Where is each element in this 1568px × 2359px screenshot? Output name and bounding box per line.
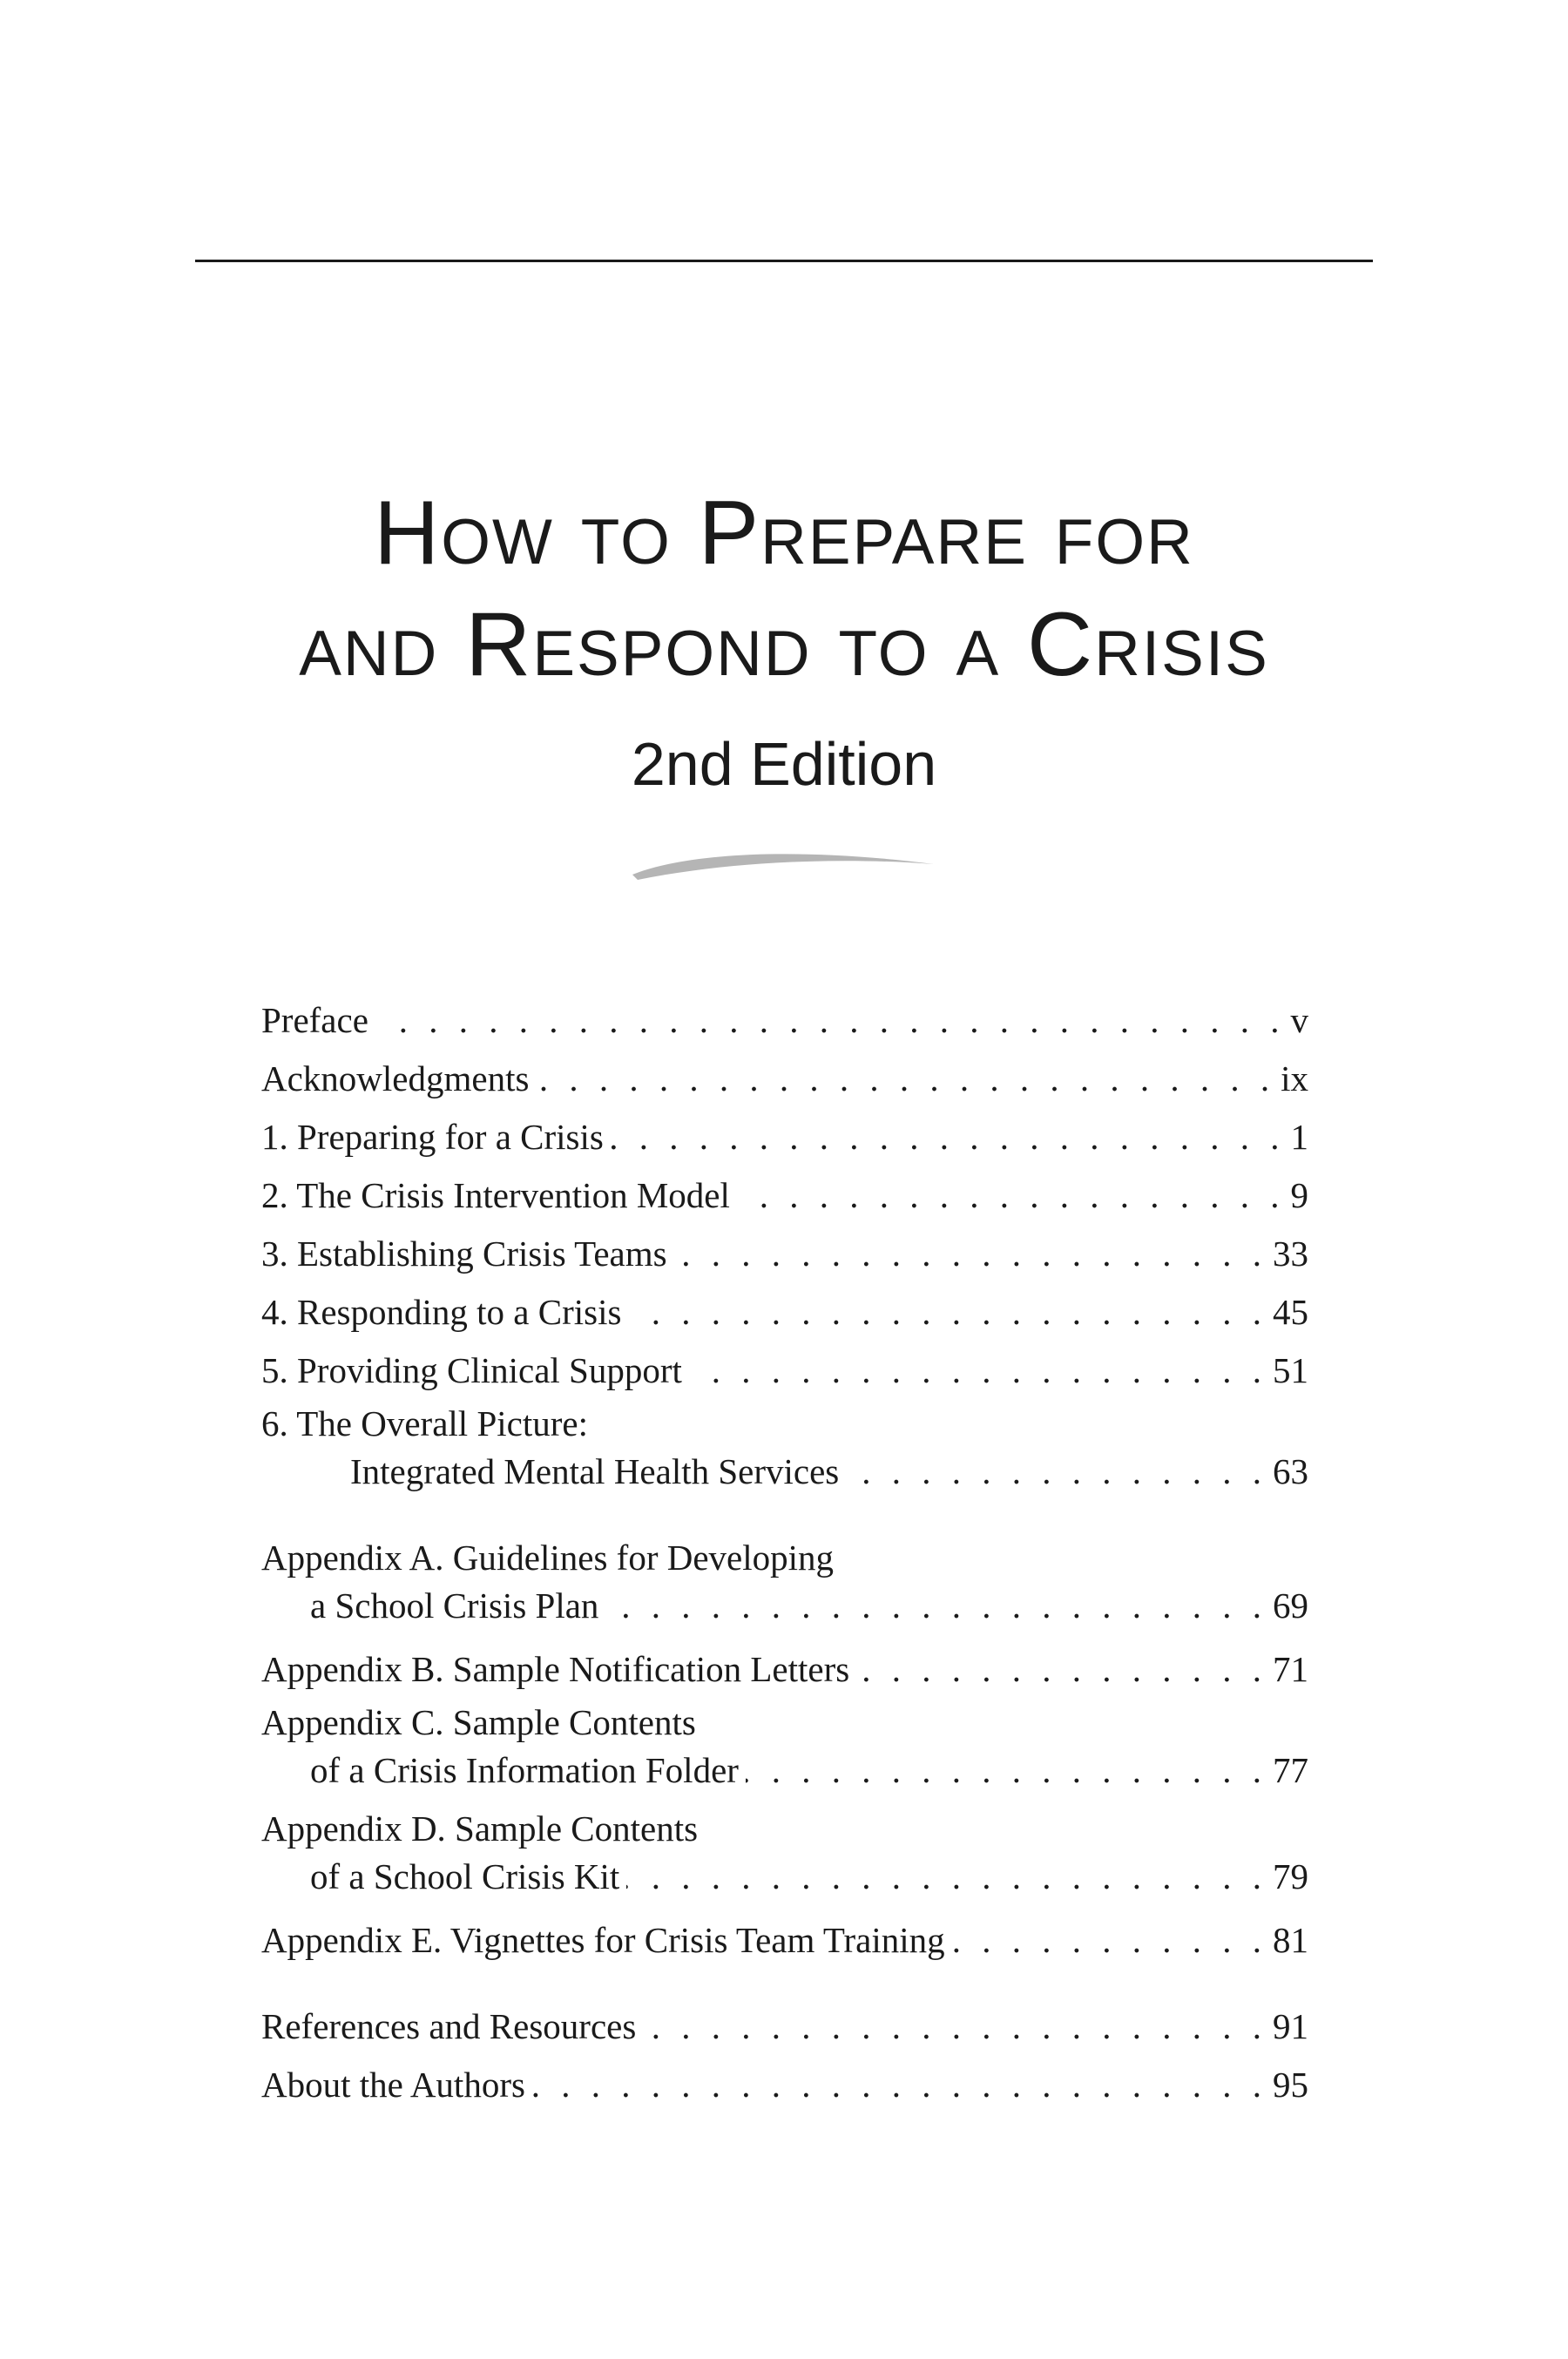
toc-entry-chapter-1[interactable]	[261, 1108, 1308, 1166]
toc-page-number: v	[1290, 1000, 1308, 1040]
toc-leader-dots	[737, 1166, 1286, 1225]
toc-label-continuation: of a Crisis Information Folder	[310, 1750, 739, 1790]
toc-label-continuation: Integrated Mental Health Services	[350, 1451, 840, 1491]
toc-leader-dots	[536, 1050, 1275, 1108]
toc-page-number: 91	[1273, 2006, 1308, 2046]
toc-entry-chapter-4[interactable]	[261, 1283, 1308, 1342]
toc-label: 1. Preparing for a Crisis	[261, 1117, 604, 1157]
toc-leader-dots	[375, 991, 1286, 1050]
toc-leader-dots	[628, 1283, 1267, 1342]
book-title-line-2: and Respond to a Crisis	[299, 594, 1269, 695]
toc-label: Appendix E. Vignettes for Crisis Team Training	[261, 1920, 945, 1960]
toc-leader-dots	[532, 2056, 1267, 2114]
toc-leader-dots	[674, 1225, 1267, 1283]
decorative-swoosh	[627, 838, 941, 882]
toc-page-number: 81	[1273, 1920, 1308, 1960]
toc-entry-references[interactable]	[261, 1997, 1308, 2056]
toc-entry-appendix-c[interactable]	[261, 1699, 1308, 1795]
toc-label: 3. Establishing Crisis Teams	[261, 1234, 667, 1274]
toc-label: 2. The Crisis Intervention Model	[261, 1175, 730, 1215]
toc-page-number: 77	[1273, 1750, 1308, 1790]
toc-page-number: 79	[1273, 1856, 1308, 1896]
toc-label-continuation: of a School Crisis Kit	[310, 1856, 620, 1896]
toc-page-number: 33	[1273, 1234, 1308, 1274]
top-rule	[195, 260, 1373, 262]
book-title-line-1: How to Prepare for	[374, 483, 1194, 584]
toc-label: Preface	[261, 1000, 368, 1040]
toc-label: Appendix B. Sample Notification Letters	[261, 1649, 850, 1689]
toc-leader-dots	[643, 1997, 1267, 2056]
toc-leader-dots	[746, 1747, 1267, 1795]
toc-entry-chapter-5[interactable]	[261, 1342, 1308, 1400]
toc-leader-dots	[952, 1911, 1267, 1970]
toc-label: Appendix D. Sample Contents	[261, 1808, 699, 1849]
toc-label: Acknowledgments	[261, 1058, 530, 1098]
toc-page-number: 71	[1273, 1649, 1308, 1689]
section-spacer	[261, 1970, 1308, 1997]
toc-leader-dots	[846, 1448, 1267, 1496]
toc-entry-preface[interactable]	[261, 991, 1308, 1050]
toc-leader-dots	[605, 1582, 1267, 1630]
toc-page-number: 9	[1290, 1175, 1308, 1215]
toc-label: References and Resources	[261, 2006, 637, 2046]
toc-entry-about-authors[interactable]	[261, 2056, 1308, 2114]
toc-label: Appendix A. Guidelines for Developing	[261, 1538, 835, 1578]
toc-entry-chapter-3[interactable]	[261, 1225, 1308, 1283]
table-of-contents	[261, 991, 1308, 2114]
toc-label: About the Authors	[261, 2065, 525, 2105]
toc-entry-appendix-b[interactable]	[261, 1640, 1308, 1699]
toc-entry-chapter-2[interactable]	[261, 1166, 1308, 1225]
toc-label: 5. Providing Clinical Support	[261, 1350, 682, 1390]
toc-label: 4. Responding to a Crisis	[261, 1292, 622, 1332]
edition-label: 2nd Edition	[631, 730, 937, 798]
toc-page-number: ix	[1281, 1058, 1308, 1098]
toc-leader-dots	[689, 1342, 1267, 1400]
toc-entry-chapter-6[interactable]	[261, 1400, 1308, 1496]
toc-entry-appendix-d[interactable]	[261, 1805, 1308, 1901]
toc-leader-dots	[856, 1640, 1267, 1699]
section-spacer	[261, 1506, 1308, 1534]
toc-page-number: 95	[1273, 2065, 1308, 2105]
toc-page-number: 63	[1273, 1451, 1308, 1491]
toc-label: Appendix C. Sample Contents	[261, 1702, 696, 1742]
toc-entry-acknowledgments[interactable]	[261, 1050, 1308, 1108]
toc-label: 6. The Overall Picture:	[261, 1403, 588, 1443]
toc-page-number: 69	[1273, 1585, 1308, 1626]
toc-leader-dots	[611, 1108, 1286, 1166]
toc-page-number: 45	[1273, 1292, 1308, 1332]
toc-page-number: 51	[1273, 1350, 1308, 1390]
toc-label-continuation: a School Crisis Plan	[310, 1585, 599, 1626]
toc-entry-appendix-e[interactable]	[261, 1911, 1308, 1970]
toc-leader-dots	[626, 1853, 1267, 1901]
title-block	[0, 477, 1568, 803]
toc-page-number: 1	[1290, 1117, 1308, 1157]
toc-entry-appendix-a[interactable]	[261, 1534, 1308, 1630]
